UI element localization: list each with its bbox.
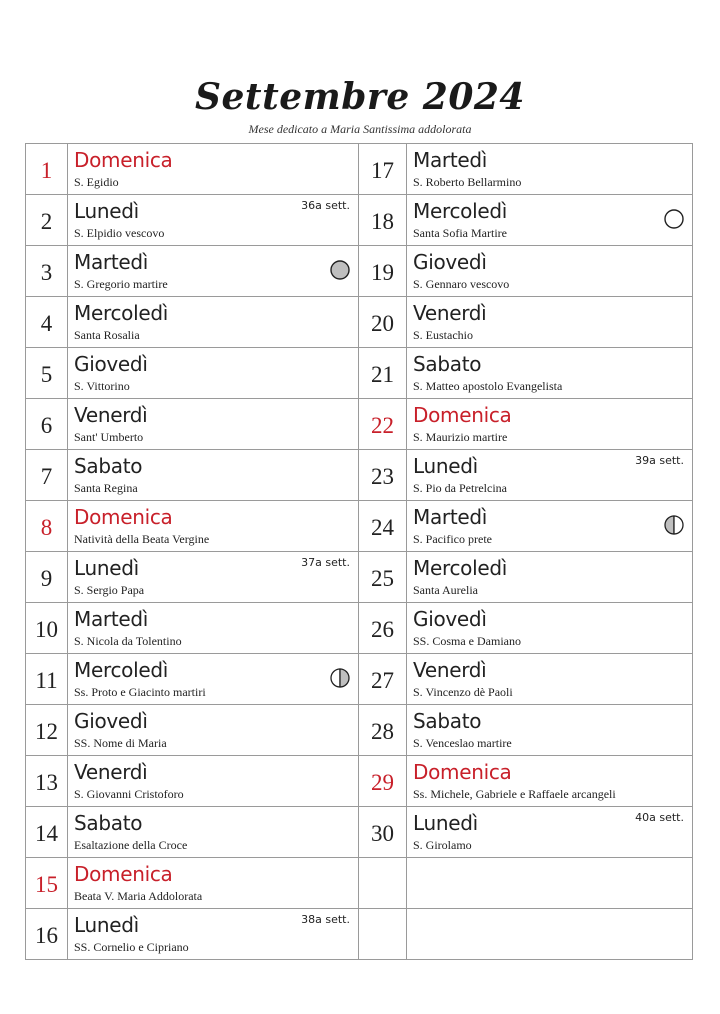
weekday-name: Lunedì <box>413 811 478 835</box>
day-cell <box>68 807 359 858</box>
weekday-name: Venerdì <box>413 301 487 325</box>
day-number: 14 <box>26 807 68 858</box>
saint-name: S. Giovanni Cristoforo <box>74 787 184 801</box>
day-cell <box>68 144 359 195</box>
day-number: 30 <box>359 807 407 858</box>
day-cell <box>407 195 693 246</box>
saint-name: S. Elpidio vescovo <box>74 226 165 240</box>
day-cell <box>407 654 693 705</box>
day-number: 17 <box>359 144 407 195</box>
day-cell <box>407 603 693 654</box>
page-subtitle: Mese dedicato a Maria Santissima addolorata <box>248 122 472 136</box>
day-cell <box>407 348 693 399</box>
day-number: 13 <box>26 756 68 807</box>
saint-name: Santa Sofia Martire <box>413 226 507 240</box>
saint-name: S. Pio da Petrelcina <box>413 481 507 495</box>
first-quarter-moon-icon <box>664 515 684 535</box>
day-number: 1 <box>26 144 68 195</box>
day-number: 27 <box>359 654 407 705</box>
saint-name: S. Vittorino <box>74 379 130 393</box>
weekday-name: Lunedì <box>74 199 139 223</box>
weekday-name: Martedì <box>413 505 488 529</box>
day-number: 4 <box>26 297 68 348</box>
day-cell <box>68 552 359 603</box>
week-number: 40a sett. <box>635 811 684 824</box>
weekday-name: Venerdì <box>74 403 148 427</box>
day-number: 23 <box>359 450 407 501</box>
day-number: 15 <box>26 858 68 909</box>
weekday-name: Martedì <box>74 607 149 631</box>
day-number: 11 <box>26 654 68 705</box>
weekday-name: Venerdì <box>74 760 148 784</box>
saint-name: Santa Regina <box>74 481 138 495</box>
day-number: 24 <box>359 501 407 552</box>
day-cell <box>407 501 693 552</box>
weekday-name: Sabato <box>413 709 482 733</box>
saint-name: Esaltazione della Croce <box>74 838 188 852</box>
saint-name: Ss. Proto e Giacinto martiri <box>74 685 206 699</box>
weekday-name: Martedì <box>74 250 149 274</box>
saint-name: SS. Cosma e Damiano <box>413 634 521 648</box>
weekday-name: Giovedì <box>413 250 487 274</box>
day-cell <box>407 246 693 297</box>
saint-name: S. Maurizio martire <box>413 430 508 444</box>
week-number: 38a sett. <box>301 913 350 926</box>
saint-name: S. Matteo apostolo Evangelista <box>413 379 563 393</box>
day-number: 20 <box>359 297 407 348</box>
day-cell <box>407 756 693 807</box>
weekday-name: Mercoledì <box>413 199 507 223</box>
day-cell <box>68 705 359 756</box>
saint-name: S. Sergio Papa <box>74 583 145 597</box>
day-cell <box>68 195 359 246</box>
day-number: 9 <box>26 552 68 603</box>
day-number: 22 <box>359 399 407 450</box>
day-cell <box>407 399 693 450</box>
day-cell <box>407 858 693 909</box>
new-moon-icon <box>664 209 684 229</box>
weekday-name: Domenica <box>413 760 512 784</box>
day-number: 6 <box>26 399 68 450</box>
day-cell <box>407 552 693 603</box>
day-number: 25 <box>359 552 407 603</box>
day-cell <box>68 654 359 705</box>
saint-name: Santa Aurelia <box>413 583 478 597</box>
saint-name: S. Eustachio <box>413 328 473 342</box>
saint-name: Sant' Umberto <box>74 430 144 444</box>
day-cell <box>68 246 359 297</box>
saint-name: S. Gregorio martire <box>74 277 168 291</box>
day-cell <box>68 348 359 399</box>
day-number: 29 <box>359 756 407 807</box>
day-cell <box>68 756 359 807</box>
day-cell <box>68 501 359 552</box>
day-number: 12 <box>26 705 68 756</box>
weekday-name: Lunedì <box>74 913 139 937</box>
day-number: 8 <box>26 501 68 552</box>
saint-name: S. Roberto Bellarmino <box>413 175 522 189</box>
day-number: 2 <box>26 195 68 246</box>
day-number: 28 <box>359 705 407 756</box>
weekday-name: Lunedì <box>413 454 478 478</box>
week-number: 36a sett. <box>301 199 350 212</box>
weekday-name: Sabato <box>74 811 143 835</box>
saint-name: S. Pacifico prete <box>413 532 492 546</box>
weekday-name: Mercoledì <box>74 301 168 325</box>
weekday-name: Domenica <box>74 862 173 886</box>
full-moon-icon <box>330 260 350 280</box>
day-number: 3 <box>26 246 68 297</box>
weekday-name: Martedì <box>413 148 488 172</box>
last-quarter-moon-icon <box>330 668 350 688</box>
weekday-name: Sabato <box>74 454 143 478</box>
saint-name: S. Girolamo <box>413 838 472 852</box>
day-cell <box>407 705 693 756</box>
day-cell <box>68 909 359 960</box>
day-cell <box>407 297 693 348</box>
day-cell <box>68 450 359 501</box>
weekday-name: Sabato <box>413 352 482 376</box>
day-cell <box>407 144 693 195</box>
weekday-name: Giovedì <box>413 607 487 631</box>
saint-name: S. Venceslao martire <box>413 736 512 750</box>
day-cell <box>68 858 359 909</box>
day-number: 16 <box>26 909 68 960</box>
weekday-name: Mercoledì <box>413 556 507 580</box>
weekday-name: Giovedì <box>74 352 148 376</box>
saint-name: S. Gennaro vescovo <box>413 277 510 291</box>
saint-name: S. Egidio <box>74 175 119 189</box>
day-number: 7 <box>26 450 68 501</box>
day-number: 18 <box>359 195 407 246</box>
weekday-name: Domenica <box>413 403 512 427</box>
saint-name: S. Vincenzo dè Paoli <box>413 685 513 699</box>
saint-name: Santa Rosalia <box>74 328 140 342</box>
day-number <box>359 858 407 909</box>
calendar-grid <box>25 143 693 960</box>
day-number <box>359 909 407 960</box>
weekday-name: Domenica <box>74 148 173 172</box>
saint-name: S. Nicola da Tolentino <box>74 634 182 648</box>
day-number: 10 <box>26 603 68 654</box>
saint-name: Ss. Michele, Gabriele e Raffaele arcangeli <box>413 787 616 801</box>
week-number: 37a sett. <box>301 556 350 569</box>
day-number: 26 <box>359 603 407 654</box>
week-number: 39a sett. <box>635 454 684 467</box>
saint-name: Natività della Beata Vergine <box>74 532 210 546</box>
weekday-name: Giovedì <box>74 709 148 733</box>
page-title: Settembre 2024 <box>195 76 525 118</box>
day-cell <box>68 297 359 348</box>
saint-name: SS. Cornelio e Cipriano <box>74 940 189 954</box>
weekday-name: Mercoledì <box>74 658 168 682</box>
day-cell <box>407 909 693 960</box>
saint-name: SS. Nome di Maria <box>74 736 167 750</box>
day-number: 5 <box>26 348 68 399</box>
weekday-name: Domenica <box>74 505 173 529</box>
day-cell <box>407 807 693 858</box>
day-number: 21 <box>359 348 407 399</box>
day-cell <box>407 450 693 501</box>
day-cell <box>68 603 359 654</box>
day-number: 19 <box>359 246 407 297</box>
saint-name: Beata V. Maria Addolorata <box>74 889 203 903</box>
day-cell <box>68 399 359 450</box>
weekday-name: Lunedì <box>74 556 139 580</box>
weekday-name: Venerdì <box>413 658 487 682</box>
